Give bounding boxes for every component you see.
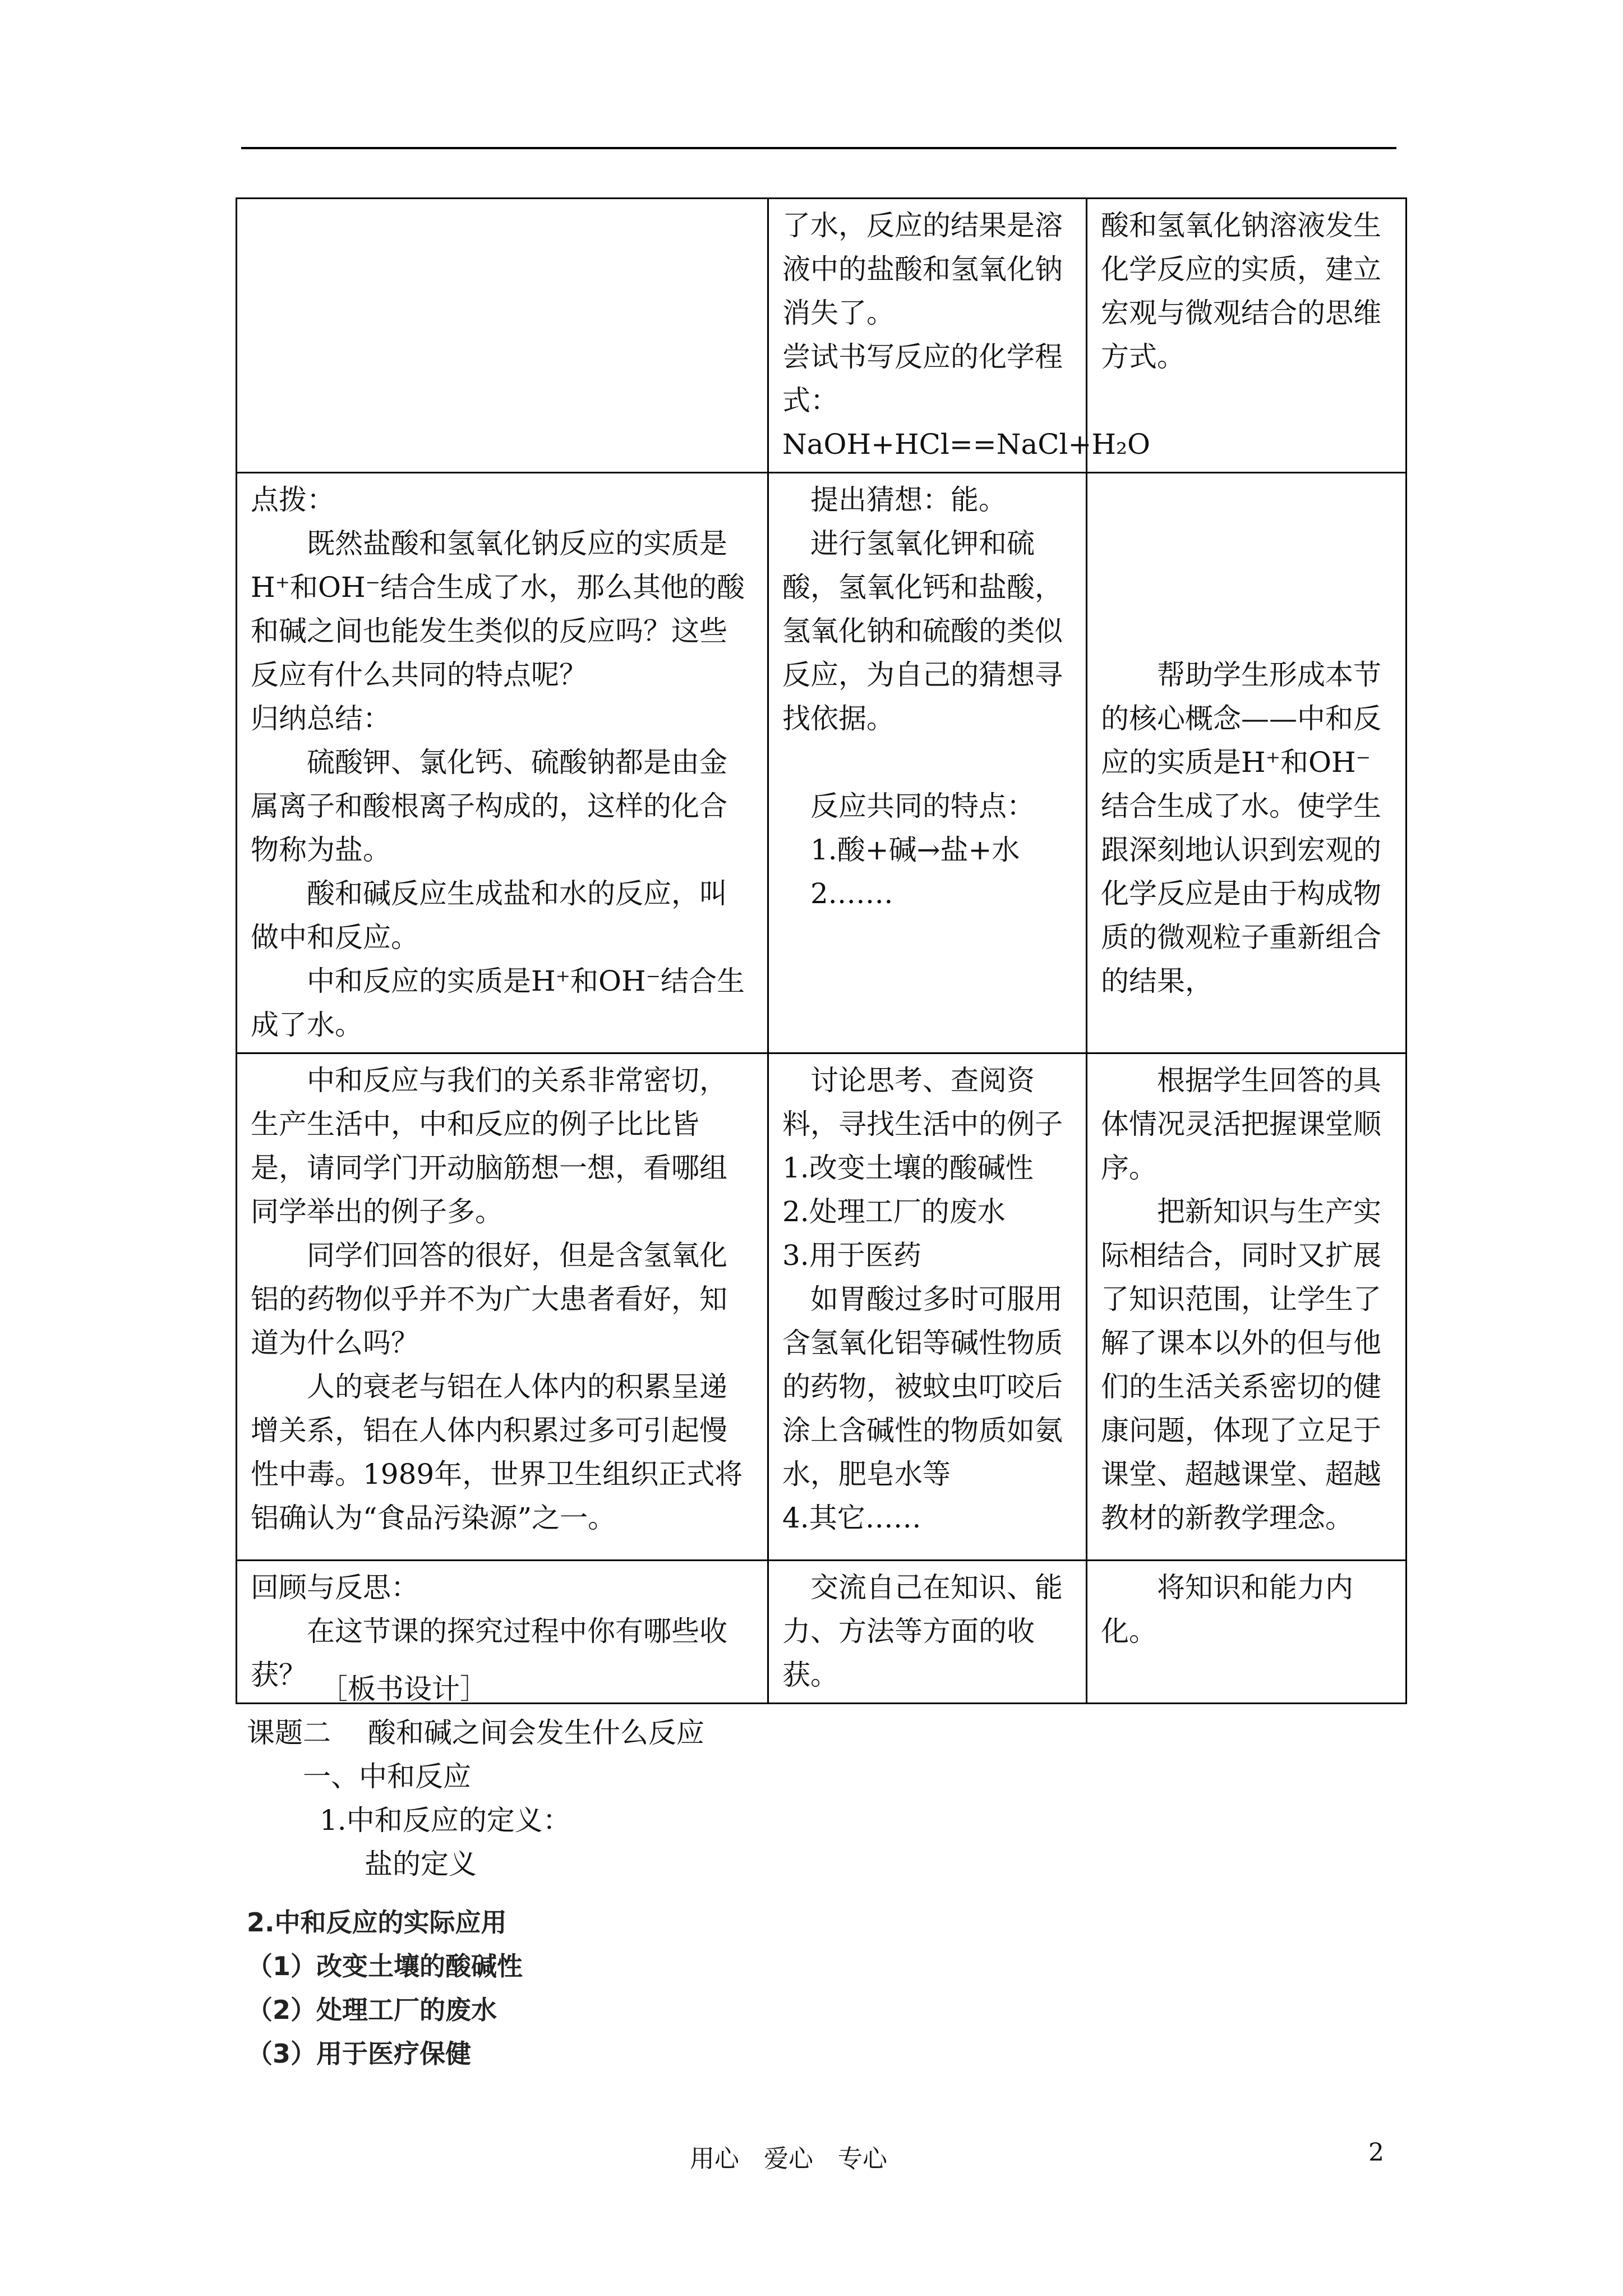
design-intent-cell <box>1087 473 1407 1053</box>
student-activity-cell <box>768 1053 1087 1561</box>
outline-subitem: 盐的定义 <box>365 1848 477 1880</box>
cell-text: 酸和碱反应生成盐和水的反应，叫做中和反应。 <box>251 877 727 954</box>
cell-text: 中和反应的实质是H⁺和OH⁻结合生成了水。 <box>251 965 745 1041</box>
table-row <box>237 199 1407 473</box>
teacher-activity-cell <box>237 199 768 473</box>
table-row <box>237 1053 1407 1561</box>
design-intent-cell <box>1087 1561 1407 1704</box>
application-item: （2）处理工厂的废水 <box>247 1995 497 2025</box>
cell-text <box>1101 522 1392 565</box>
cell-text: 硫酸钾、氯化钙、硫酸钠都是由金属离子和酸根离子构成的，这样的化合物称为盐。 <box>251 746 727 866</box>
cell-text: 把新知识与生产实际相结合，同时又扩展了知识范围，让学生了解了课本以外的但与他们的生活关系密切的健康问题，体现了立足于课堂、超越课堂、超越教材的新教学理念。 <box>1101 1195 1381 1534</box>
cell-text: 如胃酸过多时可服用含氢氧化铝等碱性物质的药物，被蚊虫叮咬后涂上含碱性的物质如氨水，肥皂水等 <box>782 1283 1063 1490</box>
cell-text: 尝试书写反应的化学程式： <box>782 341 1063 417</box>
teacher-activity-cell <box>237 473 768 1053</box>
lesson-topic: 课题二 酸和碱之间会发生什么反应 <box>247 1717 704 1749</box>
lesson-plan-table <box>236 197 1407 1704</box>
teacher-activity-cell <box>237 1053 768 1561</box>
cell-text: 进行氢氧化钾和硫酸，氢氧化钙和盐酸，氢氧化钠和硫酸的类似反应，为自己的猜想寻找依据。 <box>782 527 1063 735</box>
cell-text: 归纳总结： <box>251 702 391 735</box>
page-number: 2 <box>1368 2138 1384 2167</box>
cell-text: 2.…… <box>782 877 893 910</box>
footer-motto: 用心 爱心 专心 <box>690 2145 887 2173</box>
header-rule <box>241 147 1396 149</box>
cell-text <box>1101 609 1392 653</box>
cell-text: 回顾与反思： <box>251 1571 419 1604</box>
cell-text: 讨论思考、查阅资料，寻找生活中的例子 <box>782 1064 1063 1140</box>
cell-text: 人的衰老与铝在人体内的积累呈递增关系，铝在人体内积累过多可引起慢性中毒。1989年，世界卫生组织正式将铝确认为“食品污染源”之一。 <box>251 1370 743 1534</box>
cell-text: 同学们回答的很好，但是含氢氧化铝的药物似乎并不为广大患者看好，知道为什么吗？ <box>251 1239 727 1359</box>
student-activity-cell <box>768 199 1151 473</box>
application-item: （3）用于医疗保健 <box>247 2039 472 2069</box>
cell-text: 了水，反应的结果是溶液中的盐酸和氢氧化钠消失了。 <box>782 209 1063 329</box>
outline-item: 2.中和反应的实际应用 <box>247 1907 507 1938</box>
cell-text <box>782 740 1072 784</box>
cell-text: 2.处理工厂的废水 <box>782 1195 1006 1228</box>
cell-text: 点拨： <box>251 484 335 516</box>
cell-text: 根据学生回答的具体情况灵活把握课堂顺序。 <box>1101 1064 1381 1184</box>
applications-block <box>247 1901 523 2076</box>
section-heading: 一、中和反应 <box>303 1760 471 1793</box>
design-intent-cell <box>1087 1053 1407 1561</box>
teacher-activity-cell <box>237 1561 768 1704</box>
cell-text: 反应共同的特点： <box>782 790 1035 822</box>
cell-text: 中和反应与我们的关系非常密切，生产生活中，中和反应的例子比比皆是，请同学门开动脑筋想一想，看哪组同学举出的例子多。 <box>251 1064 727 1228</box>
table-row <box>237 473 1407 1053</box>
cell-text: 将知识和能力内化。 <box>1101 1571 1353 1648</box>
cell-text <box>1101 478 1392 522</box>
cell-text: 1.改变土壤的酸碱性 <box>782 1152 1034 1184</box>
chemical-equation: NaOH+HCl==NaCl+H₂O <box>782 428 1151 461</box>
student-activity-cell <box>768 473 1087 1053</box>
cell-text: 酸和氢氧化钠溶液发生化学反应的实质，建立宏观与微观结合的思维方式。 <box>1101 209 1381 373</box>
cell-text: 3.用于医药 <box>782 1239 921 1272</box>
cell-text: 交流自己在知识、能力、方法等方面的收获。 <box>782 1571 1063 1691</box>
application-item: （1）改变土壤的酸碱性 <box>247 1951 523 1981</box>
cell-text <box>1101 565 1392 609</box>
cell-text: 4.其它…… <box>782 1502 921 1534</box>
cell-text: 提出猜想：能。 <box>782 484 1007 516</box>
cell-text: 既然盐酸和氢氧化钠反应的实质是H⁺和OH⁻结合生成了水，那么其他的酸和碱之间也能发生类似的反应吗？这些反应有什么共同的特点呢？ <box>251 527 745 691</box>
outline-item: 1.中和反应的定义： <box>320 1804 571 1837</box>
board-design-heading: ［板书设计］ <box>320 1673 488 1705</box>
student-activity-cell <box>768 1561 1087 1704</box>
cell-text: 帮助学生形成本节的核心概念——中和反应的实质是H⁺和OH⁻结合生成了水。使学生跟深刻地认识到宏观的化学反应是由于构成物质的微观粒子重新组合的结果， <box>1101 659 1381 997</box>
cell-text: 在这节课的探究过程中你有哪些收获？ <box>251 1615 727 1691</box>
cell-text: 1.酸+碱→盐+水 <box>782 834 1020 866</box>
